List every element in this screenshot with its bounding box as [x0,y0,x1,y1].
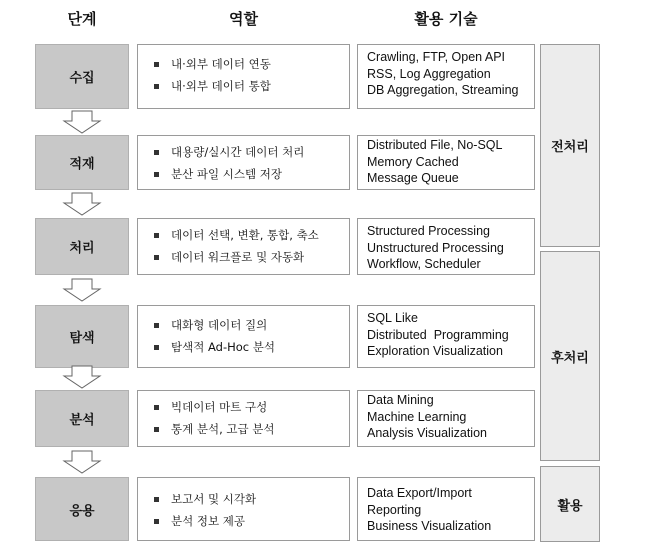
tech-line: DB Aggregation, Streaming [367,83,519,97]
stage-box-apply: 응용 [35,477,129,541]
role-box-apply [137,477,350,541]
tech-line: Unstructured Processing [367,240,504,255]
bullet-icon [154,519,159,524]
role-column-header: 역할 [229,10,258,28]
role-item [154,141,349,163]
tech-line: Distributed Programming [367,327,509,342]
tech-box-load [357,135,535,190]
phase-box-postprocessing: 후처리 [540,251,600,461]
role-item [154,396,349,418]
role-box-collect [137,44,350,109]
stage-box-explore: 탐색 [35,305,129,368]
tech-line: Crawling, FTP, Open API [367,50,506,64]
bullet-icon [154,172,159,177]
role-text: 탐색적 Ad-Hoc 분석 [171,340,275,354]
tech-box-apply [357,477,535,541]
role-text: 데이터 선택, 변환, 통합, 축소 [171,228,319,242]
tech-line: Message Queue [367,171,459,185]
down-arrow-icon [62,278,102,302]
role-text: 대화형 데이터 질의 [171,318,268,332]
tech-line: Analysis Visualization [367,426,487,440]
role-item [154,163,349,185]
role-item [154,53,349,75]
tech-box-explore [357,305,535,368]
tech-line: Reporting [367,502,422,517]
role-text: 내·외부 데이터 연동 [171,57,271,71]
bullet-icon [154,62,159,67]
role-text: 내·외부 데이터 통합 [171,79,271,93]
tech-box-analyze [357,390,535,447]
tech-line: RSS, Log Aggregation [367,66,491,81]
tech-line: SQL Like [367,311,418,325]
tech-box-process [357,218,535,275]
role-item [154,75,349,97]
tech-box-collect [357,44,535,109]
bullet-icon [154,497,159,502]
bullet-icon [154,345,159,350]
role-item [154,246,349,268]
tech-column-header: 활용 기술 [414,10,478,28]
role-text: 통계 분석, 고급 분석 [171,422,275,436]
bullet-icon [154,255,159,260]
down-arrow-icon [62,365,102,389]
tech-line: Distributed File, No-SQL [367,138,503,152]
role-text: 분석 정보 제공 [171,514,245,528]
role-box-process [137,218,350,275]
role-item [154,488,349,510]
role-box-analyze [137,390,350,447]
role-item [154,314,349,336]
bullet-icon [154,427,159,432]
stage-box-collect: 수집 [35,44,129,109]
role-text: 데이터 워크플로 및 자동화 [171,250,305,264]
bullet-icon [154,323,159,328]
role-text: 보고서 및 시각화 [171,492,257,506]
role-item [154,418,349,440]
role-item [154,336,349,358]
tech-line: Structured Processing [367,224,490,238]
down-arrow-icon [62,450,102,474]
down-arrow-icon [62,110,102,134]
stage-box-analyze: 분석 [35,390,129,447]
bullet-icon [154,233,159,238]
role-item [154,510,349,532]
bullet-icon [154,150,159,155]
tech-line: Data Mining [367,393,434,407]
stage-column-header: 단계 [67,10,97,28]
tech-line: Workflow, Scheduler [367,257,481,271]
tech-line: Exploration Visualization [367,344,503,358]
stage-box-process: 처리 [35,218,129,275]
down-arrow-icon [62,192,102,216]
role-box-explore [137,305,350,368]
role-text: 대용량/실시간 데이터 처리 [171,145,305,159]
phase-box-utilization: 활용 [540,466,600,542]
role-item [154,224,349,246]
tech-line: Memory Cached [367,154,459,169]
tech-line: Machine Learning [367,409,467,424]
bullet-icon [154,405,159,410]
tech-line: Business Visualization [367,519,492,533]
tech-line: Data Export/Import [367,486,472,500]
role-box-load [137,135,350,190]
stage-box-load: 적재 [35,135,129,190]
role-text: 분산 파일 시스템 저장 [171,167,282,181]
role-text: 빅데이터 마트 구성 [171,400,268,414]
bullet-icon [154,84,159,89]
phase-box-preprocessing: 전처리 [540,44,600,247]
